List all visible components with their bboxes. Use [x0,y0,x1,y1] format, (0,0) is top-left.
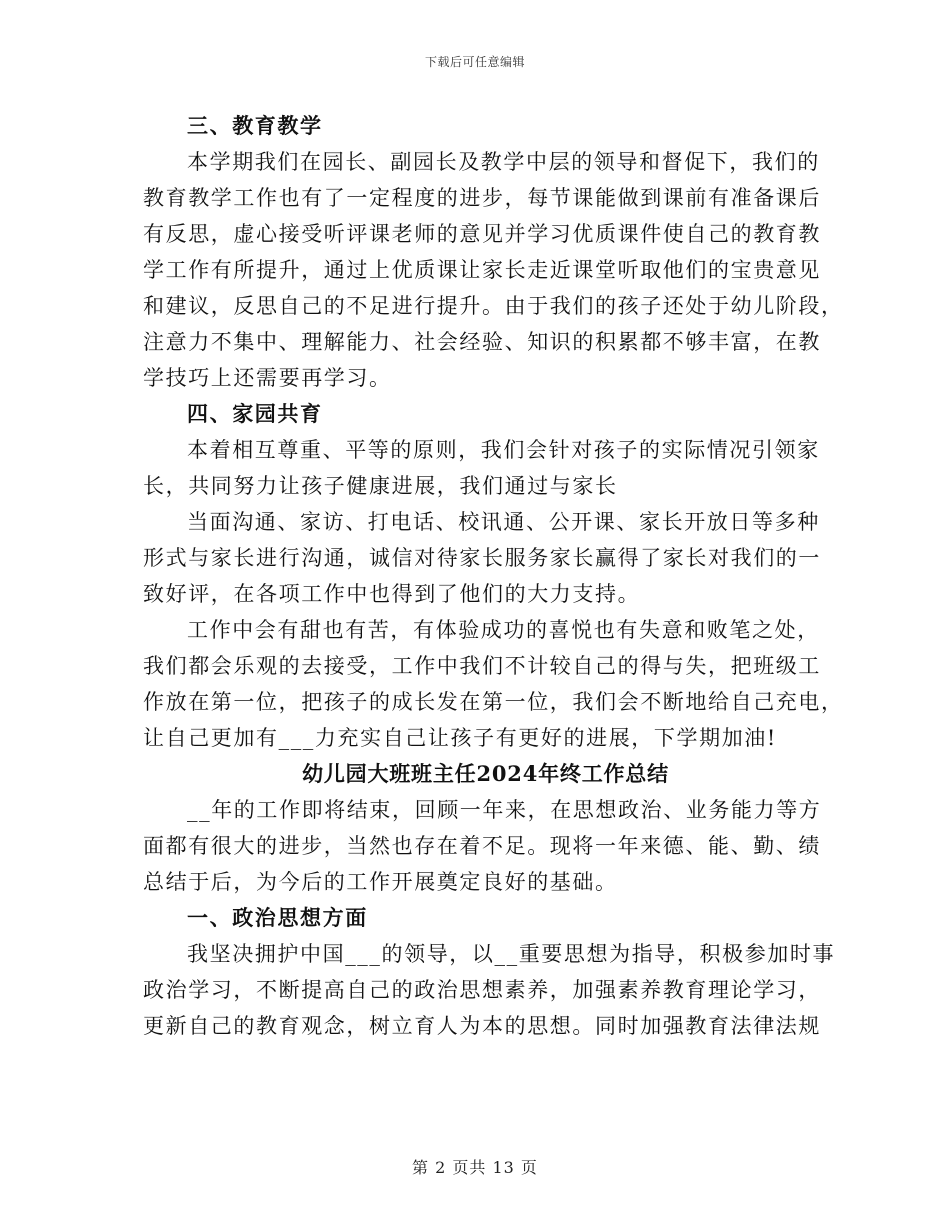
section-heading-3: 三、教育教学 [187,113,323,138]
header-note: 下载后可任意编辑 [424,55,525,69]
article-title: 幼儿园大班班主任2024年终工作总结 [302,761,669,786]
text-line: 有反思，虚心接受听评课老师的意见并学习优质课件使自己的教育教 [143,222,821,246]
text-line: 本着相互尊重、平等的原则，我们会针对孩子的实际情况引领家 [187,438,820,462]
text-line: 我坚决拥护中国___的领导，以__重要思想为指导，积极参加时事 [187,942,836,966]
text-line: 更新自己的教育观念，树立育人为本的思想。同时加强教育法律法规 [143,1014,821,1038]
text-line: 和建议，反思自己的不足进行提升。由于我们的孩子还处于幼儿阶段， [143,294,844,318]
text-line: 作放在第一位，把孩子的成长发在第一位，我们会不断地给自己充电， [143,690,844,714]
paragraph-home-school-2 [143,504,821,612]
paragraph-home-school-1 [143,432,820,504]
document-body [143,108,844,1044]
text-line: 长，共同努力让孩子健康进展，我们通过与家长 [143,474,618,498]
text-line: 我们都会乐观的去接受，工作中我们不计较自己的得与失，把班级工 [143,654,821,678]
text-line: 总结于后，为今后的工作开展奠定良好的基础。 [143,870,618,894]
text-line: 学技巧上还需要再学习。 [143,366,392,390]
paragraph-politics [143,936,836,1044]
section-heading-4: 四、家园共育 [187,401,323,426]
page-number: 第 2 页共 13 页 [412,1158,538,1177]
paragraph-home-school-3 [143,612,844,756]
text-line: 本学期我们在园长、副园长及教学中层的领导和督促下，我们的 [187,150,820,174]
text-line: 注意力不集中、理解能力、社会经验、知识的积累都不够丰富，在教 [143,330,821,354]
text-line: 形式与家长进行沟通，诚信对待家长服务家长赢得了家长对我们的一 [143,546,821,570]
text-line: 让自己更加有___力充实自己让孩子有更好的进展，下学期加油! [143,726,777,750]
text-line: 工作中会有甜也有苦，有体验成功的喜悦也有失意和败笔之处， [187,618,820,642]
text-line: 政治学习，不断提高自己的政治思想素养，加强素养教育理论学习， [143,978,821,1002]
text-line: 教育教学工作也有了一定程度的进步，每节课能做到课前有准备课后 [143,186,821,210]
text-line: 学工作有所提升，通过上优质课让家长走近课堂听取他们的宝贵意见 [143,258,821,282]
text-line: 面都有很大的进步，当然也存在着不足。现将一年来德、能、勤、绩 [143,834,821,858]
text-line: 致好评，在各项工作中也得到了他们的大力支持。 [143,582,641,606]
text-line: 当面沟通、家访、打电话、校讯通、公开课、家长开放日等多种 [187,510,820,534]
paragraph-education [143,144,844,396]
paragraph-intro [143,792,822,900]
section-heading-politics: 一、政治思想方面 [187,905,368,930]
text-line: __年的工作即将结束，回顾一年来，在思想政治、业务能力等方 [187,798,822,822]
